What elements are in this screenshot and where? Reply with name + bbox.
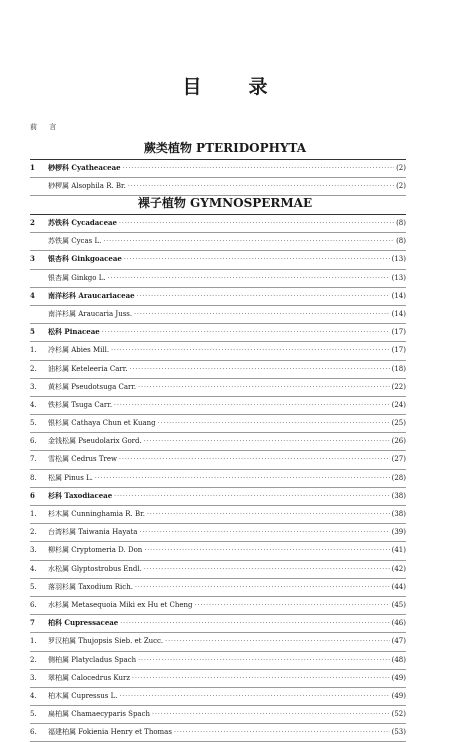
page-title: 目 录: [182, 76, 282, 98]
entry-label: 铁杉属 Tsuga Carr.: [48, 400, 113, 409]
dot-leader: [119, 216, 394, 232]
toc-genus-entry[interactable]: [30, 652, 406, 670]
entry-number: 6.: [30, 600, 37, 609]
entry-page-number: (48): [391, 655, 406, 664]
entry-label: 桫椤科 Cyatheaceae: [48, 163, 121, 172]
toc-genus-entry[interactable]: [30, 397, 406, 415]
toc-family-entry[interactable]: [30, 488, 406, 506]
dot-leader: [137, 289, 390, 305]
entry-label: 柏科 Cupressaceae: [48, 618, 119, 628]
section-heading-gymnospermae: 裸子植物 GYMNOSPERMAE: [137, 196, 313, 210]
toc-genus-entry[interactable]: [30, 597, 406, 615]
entry-page-number: (42): [391, 564, 406, 573]
toc-genus-entry[interactable]: [30, 470, 406, 488]
dot-leader: [195, 598, 390, 614]
entry-number: 5.: [30, 582, 37, 591]
entry-label: 侧柏属 Platycladus Spach: [48, 655, 137, 664]
toc-family-entry[interactable]: [30, 288, 406, 306]
entry-number: 1.: [30, 346, 37, 355]
entry-page-number: (14): [391, 291, 406, 300]
entry-label: 水松属 Glyptostrobus Endl.: [48, 564, 142, 573]
entry-label: 柳杉属 Cryptomeria D. Don: [48, 546, 143, 555]
entry-label: 柏木属 Cupressus L.: [48, 691, 118, 700]
entry-page-number: (25): [391, 419, 406, 428]
dot-leader: [128, 179, 394, 195]
entry-number: 2.: [30, 655, 37, 664]
entry-number: 1.: [30, 510, 37, 518]
entry-number: 6.: [30, 437, 37, 446]
entry-label: 水杉属 Metasequoia Miki ex Hu et Cheng: [48, 600, 193, 609]
entry-number: 5: [30, 327, 35, 337]
entry-number: 6: [30, 490, 35, 500]
dot-leader: [144, 562, 390, 578]
dot-leader: [95, 471, 390, 487]
toc-genus-entry[interactable]: [30, 451, 406, 469]
entry-page-number: (46): [391, 619, 406, 628]
entry-label: 台湾杉属 Taiwania Hayata: [48, 528, 138, 537]
toc-genus-entry[interactable]: [30, 706, 406, 724]
toc-genus-entry[interactable]: [30, 542, 406, 560]
toc-genus-entry[interactable]: [30, 524, 406, 542]
preface-entry[interactable]: 前 言: [30, 123, 62, 131]
entry-label: 苏铁属 Cycas L.: [48, 237, 102, 246]
toc-genus-entry[interactable]: [30, 379, 406, 397]
dot-leader: [147, 507, 390, 523]
entry-number: 5.: [30, 710, 37, 719]
entry-page-number: (13): [391, 273, 406, 282]
dot-leader: [119, 452, 390, 468]
entry-page-number: (28): [391, 473, 406, 482]
entry-label: 落羽杉属 Taxodium Rich.: [48, 582, 133, 591]
entry-number: 7: [30, 618, 35, 628]
entry-label: 银杏属 Ginkgo L.: [48, 273, 106, 282]
toc-genus-entry[interactable]: [30, 233, 406, 251]
entry-number: 3.: [30, 546, 37, 555]
entry-label: 油杉属 Keteleeria Carr.: [48, 364, 128, 373]
toc-genus-entry[interactable]: [30, 633, 406, 651]
dot-leader: [134, 307, 390, 323]
dot-leader: [102, 325, 390, 341]
dot-leader: [135, 580, 390, 596]
entry-number: 4.: [30, 564, 37, 573]
toc-list-pteridophyta: [30, 159, 406, 196]
entry-page-number: (45): [391, 600, 406, 609]
entry-page-number: (53): [391, 728, 406, 737]
dot-leader: [174, 725, 390, 741]
entry-number: 7.: [30, 455, 37, 464]
toc-genus-entry[interactable]: [30, 506, 406, 524]
entry-page-number: (47): [391, 637, 406, 646]
dot-leader: [108, 271, 390, 287]
entry-label: 杉木属 Cunninghamia R. Br.: [48, 510, 145, 518]
toc-genus-entry[interactable]: [30, 433, 406, 451]
entry-page-number: (22): [391, 382, 406, 391]
entry-label: 南洋杉科 Araucariaceae: [48, 290, 135, 300]
entry-number: 3.: [30, 673, 37, 682]
entry-page-number: (17): [391, 346, 406, 355]
entry-label: 银杉属 Cathaya Chun et Kuang: [48, 419, 156, 428]
entry-label: 松科 Pinaceae: [48, 327, 100, 337]
entry-number: 2.: [30, 364, 37, 373]
dot-leader: [165, 634, 389, 650]
toc-genus-entry[interactable]: [30, 670, 406, 688]
entry-page-number: (18): [391, 364, 406, 373]
dot-leader: [144, 434, 390, 450]
entry-number: 6.: [30, 728, 37, 737]
entry-page-number: (13): [391, 255, 406, 264]
toc-genus-entry[interactable]: [30, 270, 406, 288]
toc-list-gymnospermae: [30, 214, 406, 742]
entry-label: 南洋杉属 Araucaria Juss.: [48, 309, 133, 318]
entry-number: 2: [30, 218, 35, 227]
dot-leader: [114, 489, 389, 505]
entry-label: 罗汉柏属 Thujopsis Sieb. et Zucc.: [48, 637, 164, 646]
toc-family-entry[interactable]: [30, 615, 406, 633]
entry-label: 桫椤属 Alsophila R. Br.: [48, 182, 126, 191]
toc-genus-entry[interactable]: [30, 415, 406, 433]
toc-genus-entry[interactable]: [30, 306, 406, 324]
dot-leader: [119, 689, 389, 705]
entry-page-number: (38): [391, 491, 406, 500]
toc-family-entry[interactable]: [30, 214, 406, 233]
toc-genus-entry[interactable]: [30, 561, 406, 579]
toc-family-entry[interactable]: [30, 324, 406, 342]
toc-family-entry[interactable]: [30, 159, 406, 178]
dot-leader: [138, 653, 389, 669]
toc-genus-entry[interactable]: [30, 579, 406, 597]
entry-page-number: (52): [391, 710, 406, 719]
entry-number: 1: [30, 163, 35, 172]
entry-page-number: (8): [396, 237, 406, 246]
entry-page-number: (49): [391, 691, 406, 700]
entry-page-number: (39): [391, 528, 406, 537]
entry-label: 松属 Pinus L.: [48, 473, 93, 482]
toc-genus-entry[interactable]: [30, 724, 406, 742]
dot-leader: [139, 525, 389, 541]
entry-page-number: (2): [396, 164, 406, 172]
entry-number: 2.: [30, 528, 37, 537]
dot-leader: [144, 543, 389, 559]
dot-leader: [158, 416, 390, 432]
entry-number: 5.: [30, 419, 37, 428]
entry-label: 苏铁科 Cycadaceae: [48, 218, 118, 227]
entry-page-number: (44): [391, 582, 406, 591]
entry-label: 黄杉属 Pseudotsuga Carr.: [48, 382, 137, 391]
entry-page-number: (2): [396, 182, 406, 191]
dot-leader: [111, 343, 390, 359]
entry-label: 银杏科 Ginkgoaceae: [48, 254, 122, 264]
entry-label: 雪松属 Cedrus Trew: [48, 455, 118, 464]
entry-label: 福建柏属 Fokienia Henry et Thomas: [48, 728, 172, 737]
dot-leader: [114, 398, 390, 414]
toc-family-entry[interactable]: [30, 251, 406, 269]
dot-leader: [123, 161, 394, 177]
entry-label: 杉科 Taxodiaceae: [48, 490, 113, 500]
entry-page-number: (38): [391, 510, 406, 518]
dot-leader: [130, 362, 390, 378]
entry-number: 3.: [30, 382, 37, 391]
dot-leader: [103, 234, 394, 250]
toc-genus-entry[interactable]: [30, 342, 406, 360]
section-heading-pteridophyta: 蕨类植物 PTERIDOPHYTA: [143, 141, 307, 155]
entry-page-number: (24): [391, 400, 406, 409]
dot-leader: [120, 616, 389, 632]
entry-label: 冷杉属 Abies Mill.: [48, 346, 110, 355]
dot-leader: [132, 671, 390, 687]
entry-page-number: (49): [391, 673, 406, 682]
entry-number: 4: [30, 290, 35, 300]
entry-number: 1.: [30, 637, 37, 646]
entry-label: 扁柏属 Chamaecyparis Spach: [48, 710, 151, 719]
dot-leader: [124, 252, 390, 268]
entry-page-number: (27): [391, 455, 406, 464]
dot-leader: [138, 380, 389, 396]
entry-number: 4.: [30, 400, 37, 409]
entry-label: 翠柏属 Calocedrus Kurz: [48, 673, 131, 682]
toc-genus-entry[interactable]: [30, 361, 406, 379]
entry-page-number: (8): [396, 219, 406, 227]
entry-page-number: (14): [391, 309, 406, 318]
entry-page-number: (17): [391, 328, 406, 337]
entry-page-number: (41): [391, 546, 406, 555]
entry-number: 8.: [30, 473, 37, 482]
dot-leader: [152, 707, 390, 723]
entry-number: 4.: [30, 691, 37, 700]
entry-number: 3: [30, 254, 35, 264]
toc-genus-entry[interactable]: [30, 688, 406, 706]
entry-page-number: (26): [391, 437, 406, 446]
entry-label: 金钱松属 Pseudolarix Gord.: [48, 437, 142, 446]
